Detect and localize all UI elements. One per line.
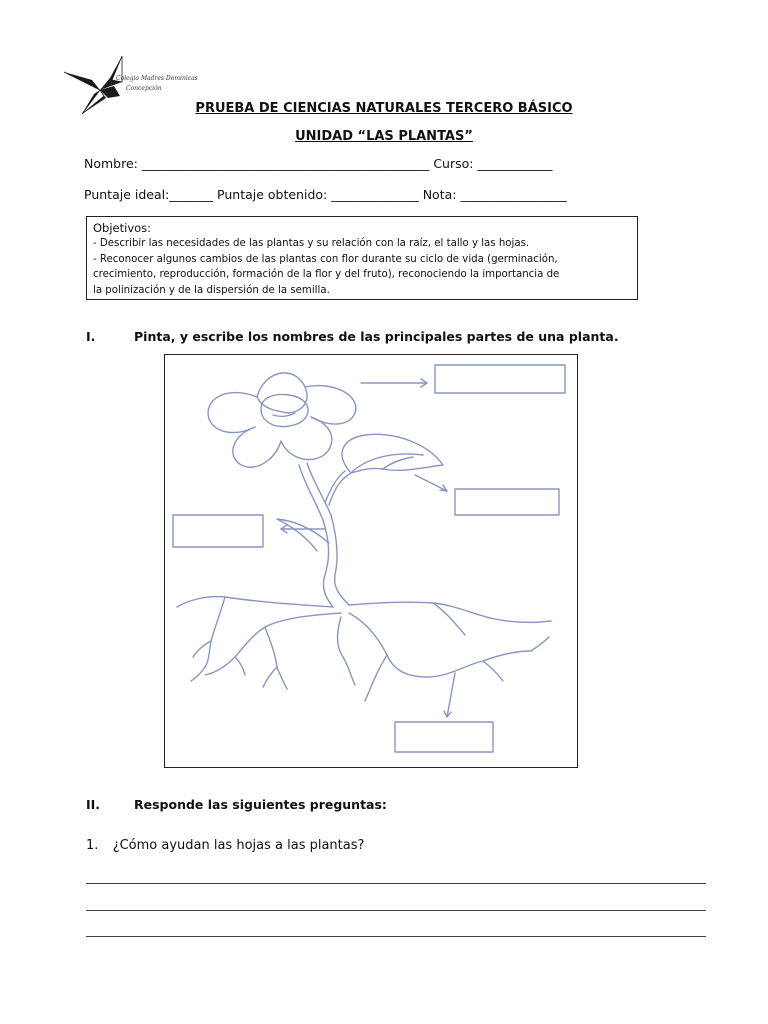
objective-item-2-line-3: la polinización y de la dispersión de la semilla. xyxy=(93,284,330,296)
section-2-heading xyxy=(86,797,387,812)
test-title: PRUEBA DE CIENCIAS NATURALES TERCERO BÁSICO xyxy=(195,101,573,116)
logo-text-line1: Colegio Madres Dominicas xyxy=(116,75,198,82)
flower-petal-left xyxy=(208,393,257,433)
leaf-stalk xyxy=(329,473,351,505)
answer-line-3[interactable] xyxy=(86,936,706,937)
flower-label-box xyxy=(435,365,565,393)
objective-item-1: - Describir las necesidades de las plantas y su relación con la raíz, el tallo y las hojas. xyxy=(93,238,530,249)
answer-line-1[interactable] xyxy=(86,883,706,884)
arrow-to-leaf-label xyxy=(415,475,447,491)
section-2-instruction: Responde las siguientes preguntas: xyxy=(134,797,387,812)
plant-diagram xyxy=(164,354,578,768)
answer-line-2[interactable] xyxy=(86,910,706,911)
objective-item-2-line-1: - Reconocer algunos cambios de las plantas con flor durante su ciclo de vida (germinación, xyxy=(93,253,558,265)
side-branch xyxy=(277,519,329,551)
logo-text-line2: Concepción xyxy=(126,85,162,92)
section-1-number: I. xyxy=(86,329,96,344)
leaf-label-box xyxy=(455,489,559,515)
unit-title: UNIDAD “LAS PLANTAS” xyxy=(295,129,473,144)
objective-item-2-line-2: crecimiento, reproducción, formación de la flor y del fruto), reconociendo la importancia de xyxy=(93,269,560,280)
question-1-number: 1. xyxy=(86,838,99,853)
plant-drawing xyxy=(165,355,576,766)
flower-petal-top xyxy=(257,373,307,413)
stem xyxy=(323,520,333,607)
flower-center xyxy=(261,395,308,427)
section-1-instruction: Pinta, y escribe los nombres de las principales partes de una planta. xyxy=(134,329,619,344)
section-2-number: II. xyxy=(86,797,101,812)
score-field[interactable]: Puntaje ideal:_______ Puntaje obtenido: ______________ Nota: _________________ xyxy=(84,187,567,202)
flower-petal-left-bottom xyxy=(233,427,281,467)
objectives-box xyxy=(86,216,638,300)
root-main-left xyxy=(177,597,333,607)
question-1-text: ¿Cómo ayudan las hojas a las plantas? xyxy=(112,838,365,853)
question-1 xyxy=(86,838,364,853)
name-course-field[interactable]: Nombre: ______________________________________________ Curso: ____________ xyxy=(84,156,553,171)
objectives-heading: Objetivos: xyxy=(93,221,152,235)
flower-petal-right xyxy=(305,386,356,424)
stem-label-box xyxy=(173,515,263,547)
section-1-heading xyxy=(86,329,619,344)
flower-petal-right-bottom xyxy=(281,417,332,460)
arrow-to-root-label xyxy=(447,673,455,717)
root-label-box xyxy=(395,722,493,752)
